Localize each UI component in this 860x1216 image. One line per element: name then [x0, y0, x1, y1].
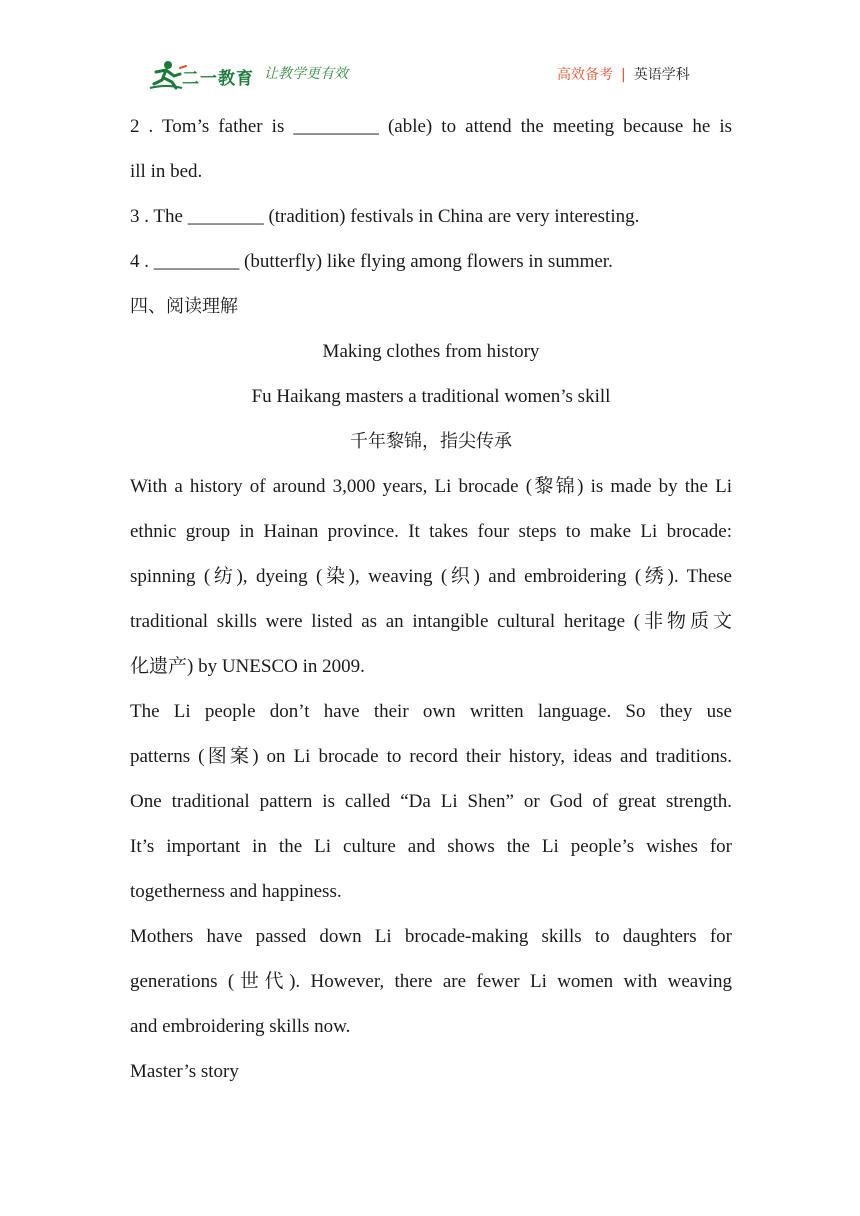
section-heading-masters-story: Master’s story — [130, 1061, 239, 1082]
section-heading-reading: 四、阅读理解 — [130, 296, 238, 317]
paragraph-3-line-1: Mothers have passed down Li brocade-making skills to daughters for — [130, 926, 732, 947]
header-right — [557, 64, 690, 84]
paragraph-2-line-4: It’s important in the Li culture and shows the Li people’s wishes for — [130, 836, 732, 857]
article-subtitle: Fu Haikang masters a traditional women’s skill — [251, 386, 611, 407]
paragraph-2-line-5: togetherness and happiness. — [130, 881, 342, 902]
exam-label: 高效备考 — [557, 67, 613, 83]
header-separator: | — [621, 67, 626, 83]
question-4: 4 . _________ (butterfly) like flying among flowers in summer. — [130, 251, 613, 272]
paragraph-2-line-2: patterns (图案) on Li brocade to record their history, ideas and traditions. — [130, 746, 732, 767]
question-2-line-2: ill in bed. — [130, 161, 203, 182]
paragraph-3-line-3: and embroidering skills now. — [130, 1016, 351, 1037]
paragraph-3-line-2: generations (世代). However, there are fewer Li women with weaving — [130, 971, 732, 992]
paragraph-1-line-2: ethnic group in Hainan province. It takes four steps to make Li brocade: — [130, 521, 732, 542]
paragraph-1-line-4: traditional skills were listed as an intangible cultural heritage (非物质文 — [130, 611, 732, 632]
page-header — [0, 0, 860, 100]
slogan: 让教学更有效 — [264, 66, 348, 82]
subject-label: 英语学科 — [633, 67, 690, 83]
paragraph-2-line-1: The Li people don’t have their own written language. So they use — [130, 701, 732, 722]
paragraph-1-line-3: spinning (纺), dyeing (染), weaving (织) and embroidering (绣). These — [130, 566, 732, 587]
question-2-line-1: 2 . Tom’s father is _________ (able) to attend the meeting because he is — [130, 116, 732, 137]
logo-text: 二一教育 — [182, 69, 254, 89]
article-title: Making clothes from history — [322, 341, 540, 362]
document-body — [130, 104, 732, 1094]
question-3: 3 . The ________ (tradition) festivals in China are very interesting. — [130, 206, 640, 227]
paragraph-1-line-5: 化遗产) by UNESCO in 2009. — [130, 656, 365, 677]
article-subtitle-chinese: 千年黎锦，指尖传承 — [350, 431, 512, 452]
paragraph-2-line-3: One traditional pattern is called “Da Li Shen” or God of great strength. — [130, 791, 732, 812]
paragraph-1-line-1: With a history of around 3,000 years, Li brocade (黎锦) is made by the Li — [130, 476, 732, 497]
